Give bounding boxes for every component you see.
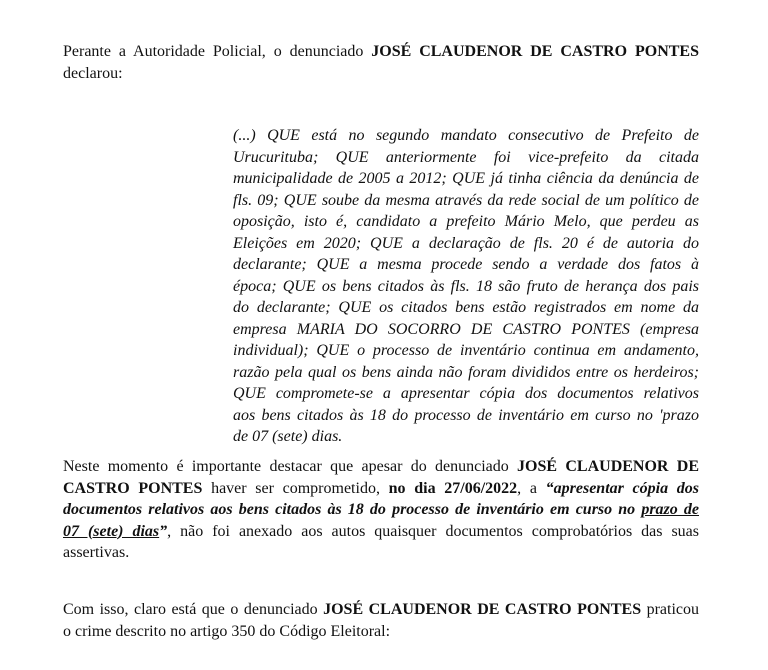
quoted-commitment: “apresentar cópia dos bbox=[545, 479, 700, 497]
quote-line: aos bens citados às 18 do processo de inventário em curso no 'prazo bbox=[233, 406, 699, 424]
quote-line: QUE compromete-se a apresentar cópia dos documentos relativos bbox=[233, 385, 699, 402]
accused-name: JOSÉ CLAUDENOR DE CASTRO PONTES bbox=[371, 43, 699, 60]
quote-line: declarante; QUE a mesma procede sendo a verdade dos fatos à bbox=[233, 256, 699, 273]
quote-line: municipalidade de 2005 a 2012; QUE já tinha ciência da denúncia de bbox=[233, 170, 699, 187]
quote-line: razão pela qual os bens ainda não foram divididos entre os herdeiros; bbox=[233, 363, 699, 381]
quote-line: de 07 (sete) dias. bbox=[233, 428, 343, 445]
quote-line: Eleições em 2020; QUE a declaração de fls. 20 é de autoria do bbox=[233, 234, 699, 252]
analysis-line-1: Neste momento é importante destacar que apesar do denunciado JOSÉ CLAUDENOR DE bbox=[63, 458, 699, 475]
quote-line: do declarante; QUE os citados bens estão registrados em nome da bbox=[233, 299, 699, 316]
deadline-text-cont: 07 (sete) dias bbox=[63, 522, 160, 540]
analysis-paragraph bbox=[63, 456, 699, 564]
accused-name: JOSÉ CLAUDENOR DE CASTRO PONTES bbox=[323, 601, 642, 618]
quote-line: empresa MARIA DO SOCORRO DE CASTRO PONTES (empresa bbox=[233, 320, 699, 338]
quote-line: fls. 09; QUE soube da mesma através da rede social de um político de bbox=[233, 191, 699, 209]
testimony-quote bbox=[233, 125, 699, 448]
analysis-line-3: documentos relativos aos bens citados às 18 do processo de inventário em curso no prazo de bbox=[63, 501, 699, 518]
quote-line: época; QUE os bens citados às fls. 18 são fruto de herança dos pais bbox=[233, 277, 699, 295]
accused-name-cont: CASTRO PONTES bbox=[63, 479, 203, 497]
intro-line-2: declarou: bbox=[63, 64, 123, 82]
analysis-line-4: 07 (sete) dias”, não foi anexado aos autos quaisquer documentos comprobatórios das suas bbox=[63, 522, 700, 540]
date-text: no dia 27/06/2022 bbox=[388, 479, 518, 497]
intro-line-1: Perante a Autoridade Policial, o denunciado JOSÉ CLAUDENOR DE CASTRO PONTES bbox=[63, 43, 699, 60]
conclusion-paragraph bbox=[63, 599, 699, 642]
quote-line: individual); QUE o processo de inventário continua em andamento, bbox=[233, 342, 699, 359]
quote-line: oposição, isto é, candidato a prefeito Mário Melo, que perdeu as bbox=[233, 213, 699, 230]
quote-line: Urucurituba; QUE anteriormente foi vice-prefeito da citada bbox=[233, 148, 699, 166]
conclusion-line-2: o crime descrito no artigo 350 do Código Eleitoral: bbox=[63, 622, 391, 640]
analysis-line-5: assertivas. bbox=[63, 544, 130, 561]
deadline-text: prazo de bbox=[641, 501, 699, 518]
intro-paragraph bbox=[63, 41, 699, 84]
conclusion-line-1: Com isso, claro está que o denunciado JOSÉ CLAUDENOR DE CASTRO PONTES praticou bbox=[63, 601, 700, 618]
accused-name: JOSÉ CLAUDENOR DE bbox=[517, 458, 699, 475]
analysis-line-2: CASTRO PONTES haver ser comprometido, no dia 27/06/2022, a “apresentar cópia dos bbox=[63, 479, 700, 497]
quote-line: (...) QUE está no segundo mandato consecutivo de Prefeito de bbox=[233, 127, 699, 144]
